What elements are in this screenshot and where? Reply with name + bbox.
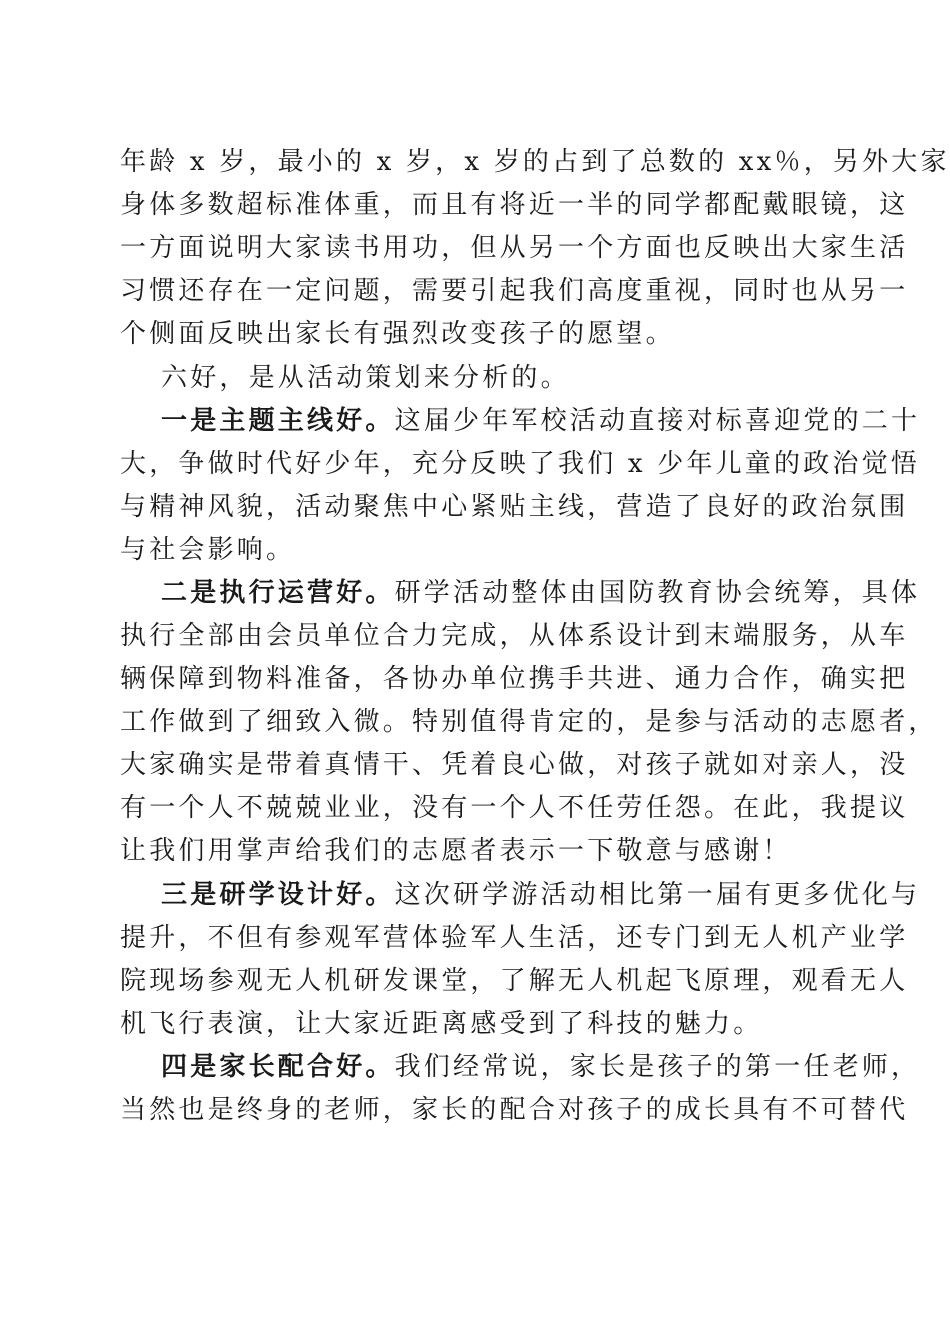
paragraph-line: 执行全部由会员单位合力完成，从体系设计到末端服务，从车 (120, 621, 909, 651)
paragraph-text: 这次研学游活动相比第一届有更多优化与 (394, 880, 921, 910)
paragraph-line: 工作做到了细致入微。特别值得肯定的，是参与活动的志愿者， (120, 707, 938, 737)
paragraph-line: 院现场参观无人机研发课堂，了解无人机起飞原理，观看无人 (120, 966, 909, 996)
paragraph-line: 与精神风貌，活动聚焦中心紧贴主线，营造了良好的政治氛围 (120, 492, 909, 522)
paragraph-line: 大家确实是带着真情干、凭着良心做，对孩子就如对亲人，没 (120, 750, 909, 780)
paragraph-text: 我们经常说，家长是孩子的第一任老师， (394, 1052, 921, 1082)
paragraph-line: 大，争做时代好少年，充分反映了我们 x 少年儿童的政治觉悟 (120, 449, 920, 479)
section-intro: 六好，是从活动策划来分析的。 (161, 363, 570, 393)
paragraph-line (161, 879, 920, 911)
paragraph-line: 提升，不但有参观军营体验军人生活，还专门到无人机产业学 (120, 923, 909, 953)
heading-design: 三是研学设计好。 (161, 880, 395, 910)
paragraph-line: 身体多数超标准体重，而且有将近一半的同学都配戴眼镜，这 (120, 190, 909, 220)
paragraph-text: 研学活动整体由国防教育协会统筹，具体 (394, 578, 921, 608)
paragraph-line: 当然也是终身的老师，家长的配合对孩子的成长具有不可替代 (120, 1095, 909, 1125)
paragraph-line: 有一个人不兢兢业业，没有一个人不任劳任怨。在此，我提议 (120, 793, 909, 823)
paragraph-line (161, 405, 920, 437)
paragraph-line (161, 1051, 920, 1083)
paragraph-line: 与社会影响。 (120, 535, 296, 565)
heading-execution: 二是执行运营好。 (161, 578, 395, 608)
paragraph-line: 年龄 x 岁，最小的 x 岁，x 岁的占到了总数的 xx％，另外大家 (120, 147, 950, 177)
heading-theme: 一是主题主线好。 (161, 406, 395, 436)
paragraph-line: 一方面说明大家读书用功，但从另一个方面也反映出大家生活 (120, 233, 909, 263)
paragraph-line: 辆保障到物料准备，各协办单位携手共进、通力合作，确实把 (120, 664, 909, 694)
paragraph-line: 习惯还存在一定问题，需要引起我们高度重视，同时也从另一 (120, 276, 909, 306)
paragraph-text: 这届少年军校活动直接对标喜迎党的二十 (394, 406, 921, 436)
heading-parents: 四是家长配合好。 (161, 1052, 395, 1082)
paragraph-line (161, 577, 920, 609)
paragraph-line: 机飞行表演，让大家近距离感受到了科技的魅力。 (120, 1009, 763, 1039)
paragraph-line: 个侧面反映出家长有强烈改变孩子的愿望。 (120, 319, 675, 349)
paragraph-line: 让我们用掌声给我们的志愿者表示一下敬意与感谢！ (120, 836, 792, 866)
